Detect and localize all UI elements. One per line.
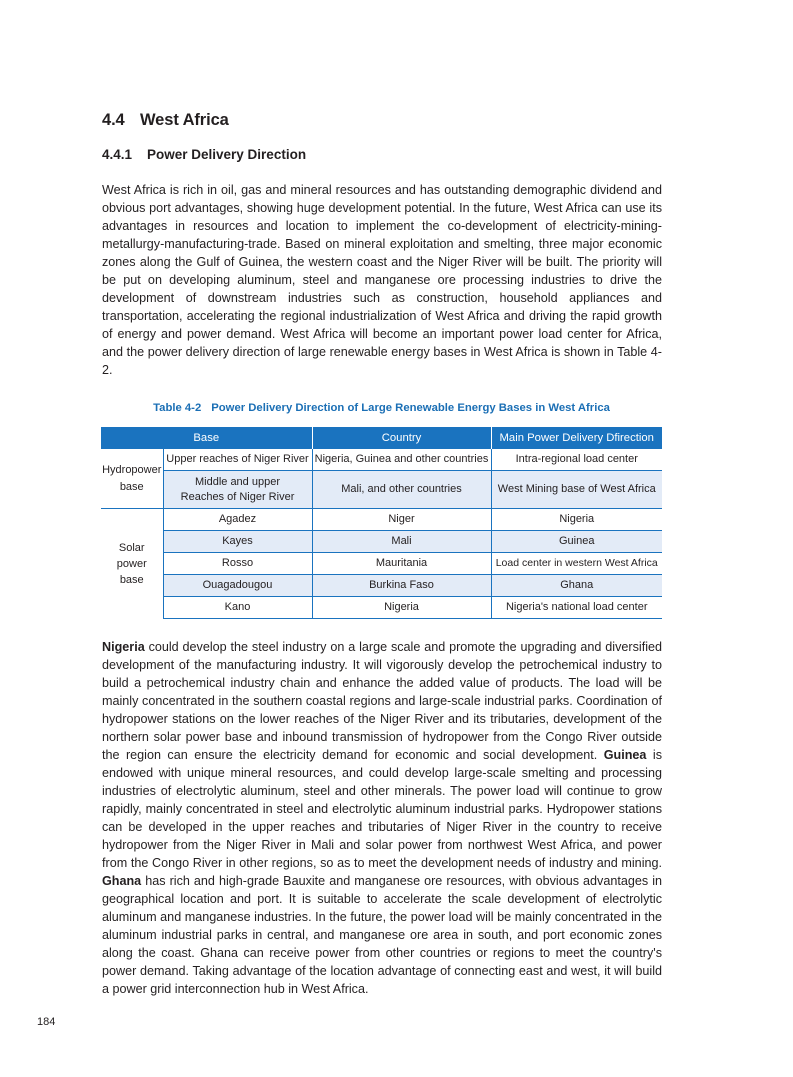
subsection-title: Power Delivery Direction [147, 147, 307, 162]
cell-base: Kano [163, 597, 312, 619]
header-country: Country [312, 427, 491, 449]
table-row [101, 449, 662, 471]
cell-direction: Nigeria [491, 509, 662, 531]
page-number: 184 [37, 1016, 56, 1028]
nigeria-text: could develop the steel industry on a large scale and promote the upgrading and diversified development of the manufacturing industry. It will vigorously develop the petrochemical industry to build a petrochemical industry chain and enhance the added value of products. The load will be mainly concentrated in the southern coastal regions and large-scale industrial parks. Coordination of hydropower stations on the lower reaches of the Niger River and its tributaries, development of the northern solar power base and inbound transmission of hydropower from the Congo River outside the region can ensure the electricity demand for economic and social development. [102, 640, 662, 762]
cell-country: Mali [312, 531, 491, 553]
cell-base [163, 471, 312, 509]
cell-country: Niger [312, 509, 491, 531]
cell-direction: Intra-regional load center [491, 449, 662, 471]
group-solar [101, 509, 163, 619]
cell-direction: Ghana [491, 575, 662, 597]
guinea-label: Guinea [603, 748, 647, 762]
cell-country: Nigeria [312, 597, 491, 619]
cell-direction: Load center in western West Africa [491, 553, 662, 575]
ghana-text: has rich and high-grade Bauxite and manganese ore resources, with obvious advantages in geographical location and port. It is suitable to accelerate the scale development of electrolytic aluminum and manganese industries. In the future, the power load will be mainly concentrated in the aluminum industrial parks in central, and manganese ore area in south, and port economic zones along the coast. Ghana can receive power from other countries or regions to meet the country's power demand. Taking advantage of the location advantage of connecting east and west, it will build a power grid interconnection hub in West Africa. [102, 874, 662, 996]
cell-direction: Nigeria's national load center [491, 597, 662, 619]
guinea-text: is endowed with unique mineral resources, and could develop large-scale smelting and processing industries of electrolytic aluminum, steel and other minerals. The power load will continue to grow rapidly, mainly concentrated in steel and electrolytic aluminum industrial parks. Hydropower stations can be developed in the upper reaches and tributaries of Niger River in the country to receive hydropower from the Niger River in Mali and solar power from northwest West Africa, and power from the Congo River in other regions, so as to meet the development needs of industry and mining. [102, 748, 663, 870]
cell-country: Mauritania [312, 553, 491, 575]
cell-direction: West Mining base of West Africa [491, 471, 662, 509]
cell-country: Mali, and other countries [312, 471, 491, 509]
intro-paragraph: West Africa is rich in oil, gas and mineral resources and has outstanding demographic dividend and obvious port advantages, showing huge development potential. In the future, West Africa can use its advantages in resources and location to implement the co-development of electricity-mining-metallurgy-manufacturing-trade. Based on mineral exploitation and smelting, three major economic zones along the Gulf of Guinea, the western coast and the Niger River will be built. The priority will be put on developing aluminum, steel and manganese ore processing industries to drive the development of downstream industries such as construction, household appliances and transportation, accelerating the regional industrialization of West Africa and driving the rapid growth of energy and power demand. West Africa will become an important power load center for Africa, and the power delivery direction of large renewable energy bases in West Africa is shown in Table 4-2. [102, 183, 662, 377]
cell-country: Burkina Faso [312, 575, 491, 597]
table-header-row [101, 427, 662, 449]
header-direction: Main Power Delivery Dfirection [491, 427, 662, 449]
table-caption [101, 402, 662, 414]
cell-base: Rosso [163, 553, 312, 575]
table-row [101, 597, 662, 619]
section-heading [102, 111, 229, 130]
group-label: Solar power base [116, 541, 147, 586]
cell-base-line1: Middle and upper [194, 475, 280, 488]
table-row [101, 553, 662, 575]
country-analysis-paragraph [102, 638, 662, 998]
power-delivery-table [101, 427, 662, 619]
table-row [101, 575, 662, 597]
header-base: Base [101, 427, 312, 449]
nigeria-label: Nigeria [102, 640, 145, 654]
cell-base: Agadez [163, 509, 312, 531]
table-row [101, 509, 662, 531]
table-row [101, 531, 662, 553]
cell-base: Kayes [163, 531, 312, 553]
subsection-heading [102, 147, 306, 162]
group-label: Hydropower base [102, 463, 162, 493]
section-number: 4.4 [102, 111, 125, 129]
table-caption-title: Power Delivery Direction of Large Renewable Energy Bases in West Africa [211, 402, 610, 414]
cell-country: Nigeria, Guinea and other countries [312, 449, 491, 471]
group-hydropower [101, 449, 163, 509]
ghana-label: Ghana [102, 874, 142, 888]
cell-direction: Guinea [491, 531, 662, 553]
cell-base: Ouagadougou [163, 575, 312, 597]
table-caption-number: Table 4-2 [153, 402, 202, 414]
table-row [101, 471, 662, 509]
subsection-number: 4.4.1 [102, 147, 133, 162]
cell-base: Upper reaches of Niger River [163, 449, 312, 471]
section-title: West Africa [140, 111, 229, 129]
cell-base-line2: Reaches of Niger River [180, 490, 295, 503]
